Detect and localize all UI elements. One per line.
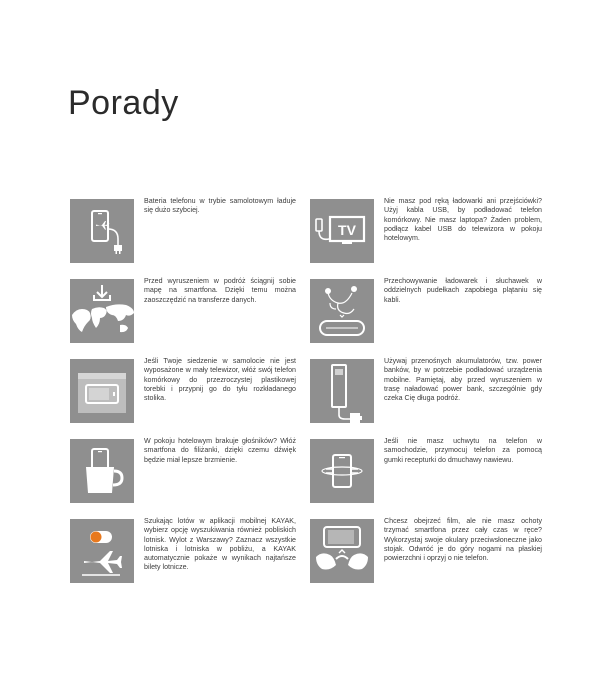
phone-in-cup-icon bbox=[70, 439, 134, 503]
tip-item bbox=[310, 279, 540, 349]
tip-item bbox=[70, 359, 300, 429]
plastic-bag-phone-icon bbox=[70, 359, 134, 423]
tip-text: Nie masz pod ręką ładowarki ani przejściówki? Użyj kabla USB, by podładować telefon komórkowy. Nie masz laptopa? Żaden problem, podłącz kabel USB do telewizora w pokoju hotelowym. bbox=[384, 197, 542, 243]
toggle-plane-icon bbox=[70, 519, 134, 583]
tip-text: Jeśli Twoje siedzenie w samolocie nie jest wyposażone w mały telewizor, włóż swój telefon komórkowy do przezroczystej plastikowej torebki i przypnij go do tyłu rozkładanego stolika. bbox=[144, 357, 296, 403]
download-map-icon bbox=[70, 279, 134, 343]
tip-item bbox=[310, 519, 540, 589]
page-title: Porady bbox=[68, 84, 179, 122]
earphones-case-icon bbox=[310, 279, 374, 343]
car-phone-holder-icon bbox=[310, 439, 374, 503]
tip-item bbox=[70, 279, 300, 349]
tip-text: Przed wyruszeniem w podróż ściągnij sobie mapę na smartfona. Dzięki temu można zaoszczędzić na transferze danych. bbox=[144, 277, 296, 304]
tip-item bbox=[310, 439, 540, 509]
tip-item bbox=[70, 439, 300, 509]
svg-text:TV: TV bbox=[338, 222, 356, 238]
toggle-knob bbox=[91, 532, 102, 543]
usb-tv-cable-icon bbox=[310, 199, 374, 263]
tip-item bbox=[310, 199, 540, 269]
tip-item bbox=[70, 199, 300, 269]
tip-item bbox=[310, 359, 540, 429]
tip-item bbox=[70, 519, 300, 589]
power-bank-icon bbox=[310, 359, 374, 423]
tip-text: Chcesz obejrzeć film, ale nie masz ochoty trzymać smartfona przez cały czas w ręce? Wykorzystaj swoje okulary przeciwsłoneczne jako stojak. Odwróć je do góry nogami na płaskiej powierzchni i oprzyj o nie telefon. bbox=[384, 517, 542, 563]
tip-text: Szukając lotów w aplikacji mobilnej KAYAK, wybierz opcję wyszukiwania również pobliskich lotnisk. Wylot z Warszawy? Zaznacz wszystkie lotniska i lotniska w pobliżu, a KAYAK automatycznie pokaże w wynikach najtańsze bilety lotnicze. bbox=[144, 517, 296, 572]
tip-text: Przechowywanie ładowarek i słuchawek w oddzielnych pudełkach zapobiega plątaniu się kabli. bbox=[384, 277, 542, 304]
tip-text: Bateria telefonu w trybie samolotowym ładuje się dużo szybciej. bbox=[144, 197, 296, 215]
tip-text: Jeśli nie masz uchwytu na telefon w samochodzie, przymocuj telefon za pomocą gumki recepturki do dmuchawy nawiewu. bbox=[384, 437, 542, 464]
tip-text: W pokoju hotelowym brakuje głośników? Włóż smartfona do filiżanki, dzięki czemu dźwięk będzie miał lepsze brzmienie. bbox=[144, 437, 296, 464]
tip-text: Używaj przenośnych akumulatorów, tzw. power banków, by w potrzebie podładować urządzenia mobilne. Pamiętaj, aby przed wyruszeniem w trasę naładować power bank, szczególnie gdy czeka Cię długa podróż. bbox=[384, 357, 542, 403]
phone-sunglasses-stand-icon bbox=[310, 519, 374, 583]
airplane-mode-phone-icon bbox=[70, 199, 134, 263]
